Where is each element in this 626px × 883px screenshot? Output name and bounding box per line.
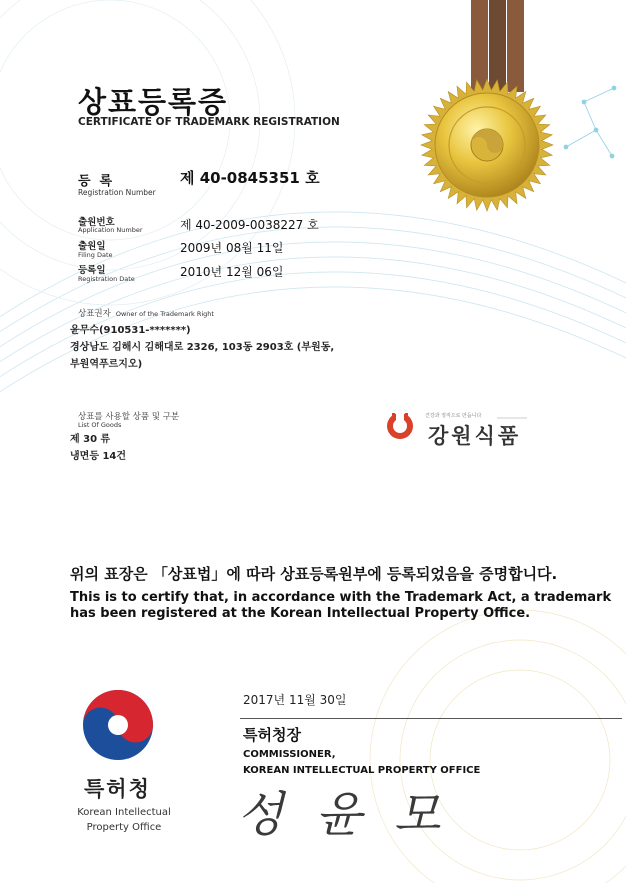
owner-address-line-2: 부원역푸르지오) [70, 359, 143, 370]
owner-heading-en: Owner of the Trademark Right [115, 310, 214, 318]
registration-date-label-en: Registration Date [78, 275, 135, 283]
goods-items: 냉면등 14건 [70, 451, 127, 462]
issue-date: 2017년 11월 30일 [243, 693, 347, 707]
trademark-image [357, 366, 562, 539]
goods-heading-en: List Of Goods [78, 421, 122, 429]
certification-statement-english-line-2: has been registered at the Korean Intellectual Property Office. [70, 606, 531, 621]
trademark-logo-icon [357, 366, 562, 539]
registration-number-value: 제 40-0845351 호 [180, 169, 320, 187]
kipo-name-english-line-2: Property Office [86, 822, 162, 833]
goods-class: 제 30 류 [70, 434, 111, 445]
registration-date-label: 등록일 [78, 265, 106, 276]
owner-address-line-1: 경상남도 김해시 김해대로 2326, 103동 2903호 (부원동, [70, 342, 335, 353]
kipo-emblem-icon [80, 687, 156, 763]
commissioner-signature: 성윤모 [237, 787, 473, 843]
owner-heading [78, 307, 214, 319]
trademark-wordmark: 강원식품 [428, 424, 522, 448]
commissioner-title-english-line-1: COMMISSIONER, [243, 749, 336, 760]
certification-statement-korean: 위의 표장은 「상표법」에 따라 상표등록원부에 등록되었음을 증명합니다. [70, 565, 558, 583]
kipo-name-korean: 특허청 [84, 777, 151, 801]
certificate-title-korean: 상표등록증 [78, 85, 229, 119]
owner-name: 윤무수(910531-*******) [70, 325, 191, 336]
registration-date-value: 2010년 12월 06일 [180, 265, 284, 279]
trademark-tagline: 건강과 정직으로 만듭니다 [425, 413, 482, 419]
owner-heading-ko: 상표권자 [78, 309, 111, 319]
commissioner-title-korean: 특허청장 [243, 726, 301, 744]
gold-seal [420, 78, 554, 212]
registration-number-label-en: Registration Number [78, 188, 156, 197]
filing-date-label: 출원일 [78, 241, 106, 252]
application-number-label-en: Application Number [78, 226, 143, 234]
registration-number-label: 등록 [78, 174, 122, 189]
certificate-title-english: CERTIFICATE OF TRADEMARK REGISTRATION [78, 116, 340, 128]
kipo-name-english-line-1: Korean Intellectual [77, 807, 171, 818]
filing-date-value: 2009년 08월 11일 [180, 241, 284, 255]
filing-date-label-en: Filing Date [78, 251, 113, 259]
certification-statement-english-line-1: This is to certify that, in accordance with the Trademark Act, a trademark [70, 590, 612, 605]
goods-heading: 상표를 사용할 상품 및 구분 [78, 412, 180, 422]
application-number-value: 제 40-2009-0038227 호 [180, 218, 319, 232]
signature-divider [240, 718, 622, 719]
application-number-label: 출원번호 [78, 217, 115, 228]
commissioner-title-english-line-2: KOREAN INTELLECTUAL PROPERTY OFFICE [243, 765, 481, 776]
